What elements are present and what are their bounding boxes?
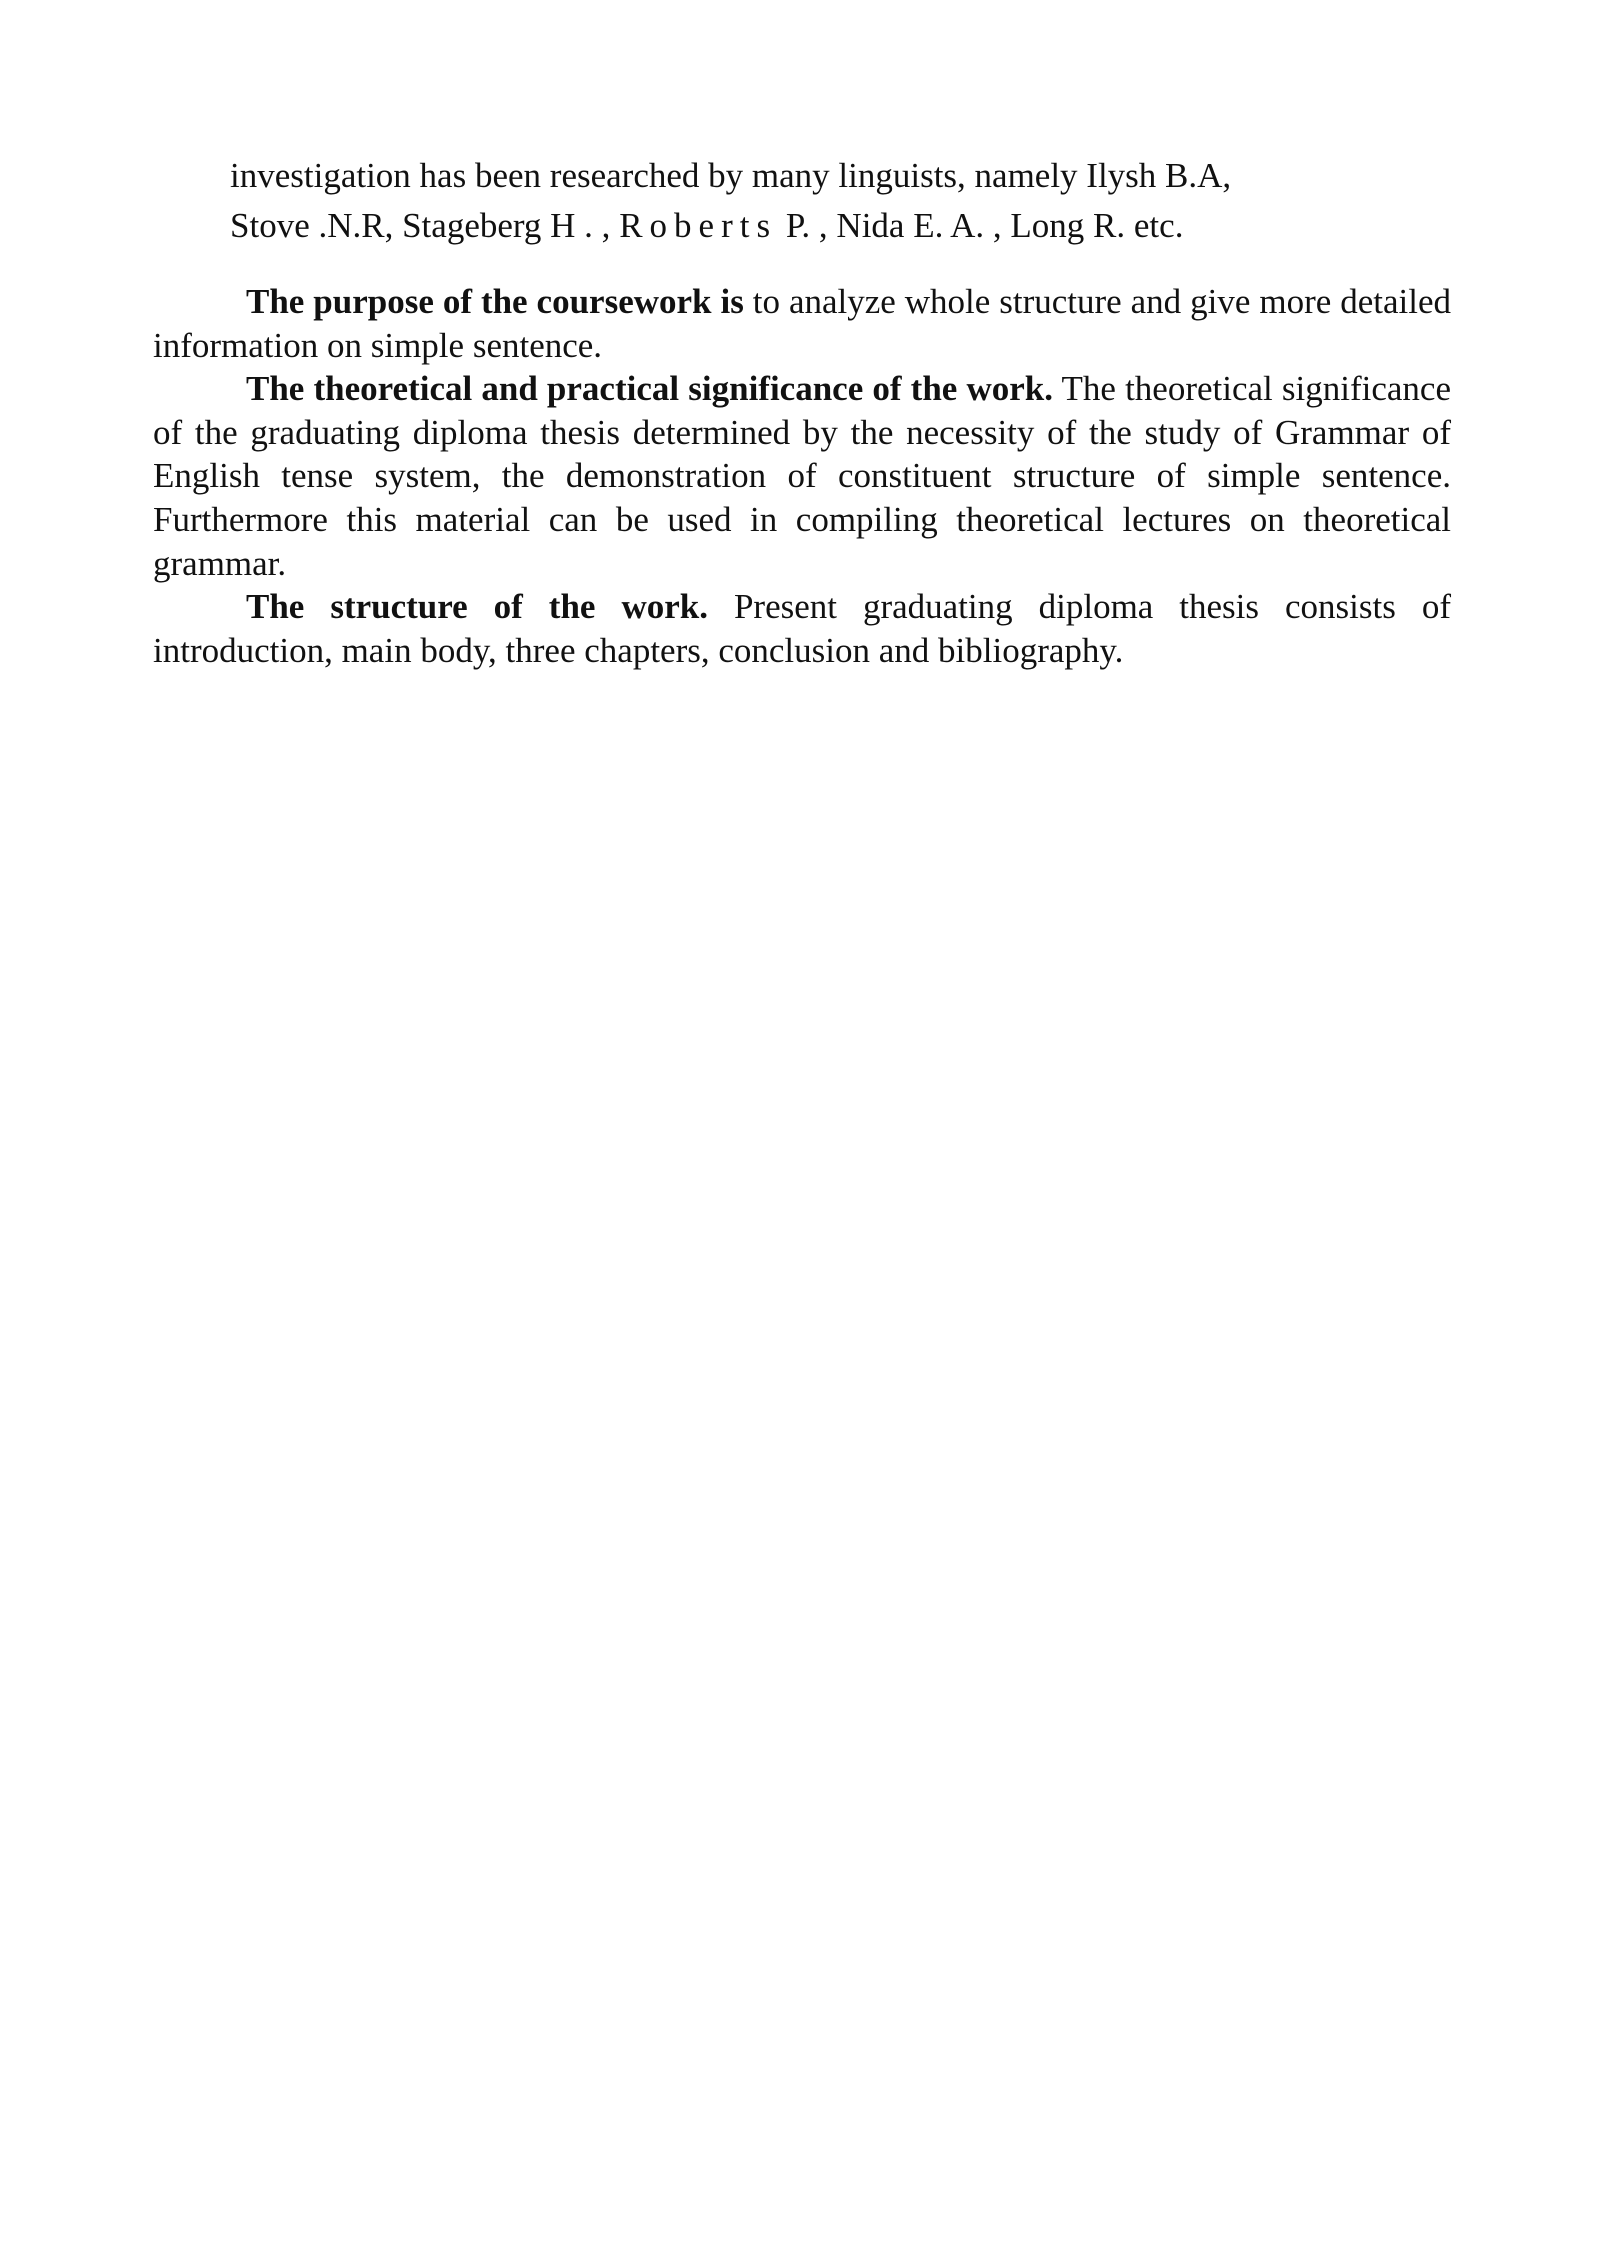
paragraph-significance xyxy=(153,367,1451,585)
intro-line-2 xyxy=(230,201,1183,251)
paragraph-significance-lead: The theoretical and practical significance of the work. xyxy=(246,369,1054,409)
paragraph-purpose-lead: The purpose of the coursework is xyxy=(246,282,744,321)
intro-line-2-start: Stove .N.R, Stageberg H . , xyxy=(230,206,611,245)
paragraph-purpose-text: to analyze whole structure and give more detailed information on simple sentence. xyxy=(153,282,1451,365)
body-text xyxy=(153,280,1451,672)
paragraph-significance-text: The theoretical significance of the graduating diploma thesis determined by the necessity of the study of Grammar of English tense system, the demonstration of constituent structure of simple sentence. Furthermore this material can be used in compiling theoretical lectures on theoretical grammar. xyxy=(153,369,1452,583)
paragraph-purpose xyxy=(153,280,1451,367)
paragraph-structure-text: Present graduating diploma thesis consists of introduction, main body, three chapters, conclusion and bibliography. xyxy=(153,587,1451,670)
intro-line-2-spaced-name: Roberts xyxy=(619,206,778,245)
paragraph-structure xyxy=(153,585,1451,672)
intro-line-2-end: P. , Nida E. A. , Long R. etc. xyxy=(785,206,1184,245)
paragraph-structure-lead: The structure of the work. xyxy=(246,587,708,627)
intro-line-1: investigation has been researched by many linguists, namely Ilysh B.A, xyxy=(230,156,1232,195)
